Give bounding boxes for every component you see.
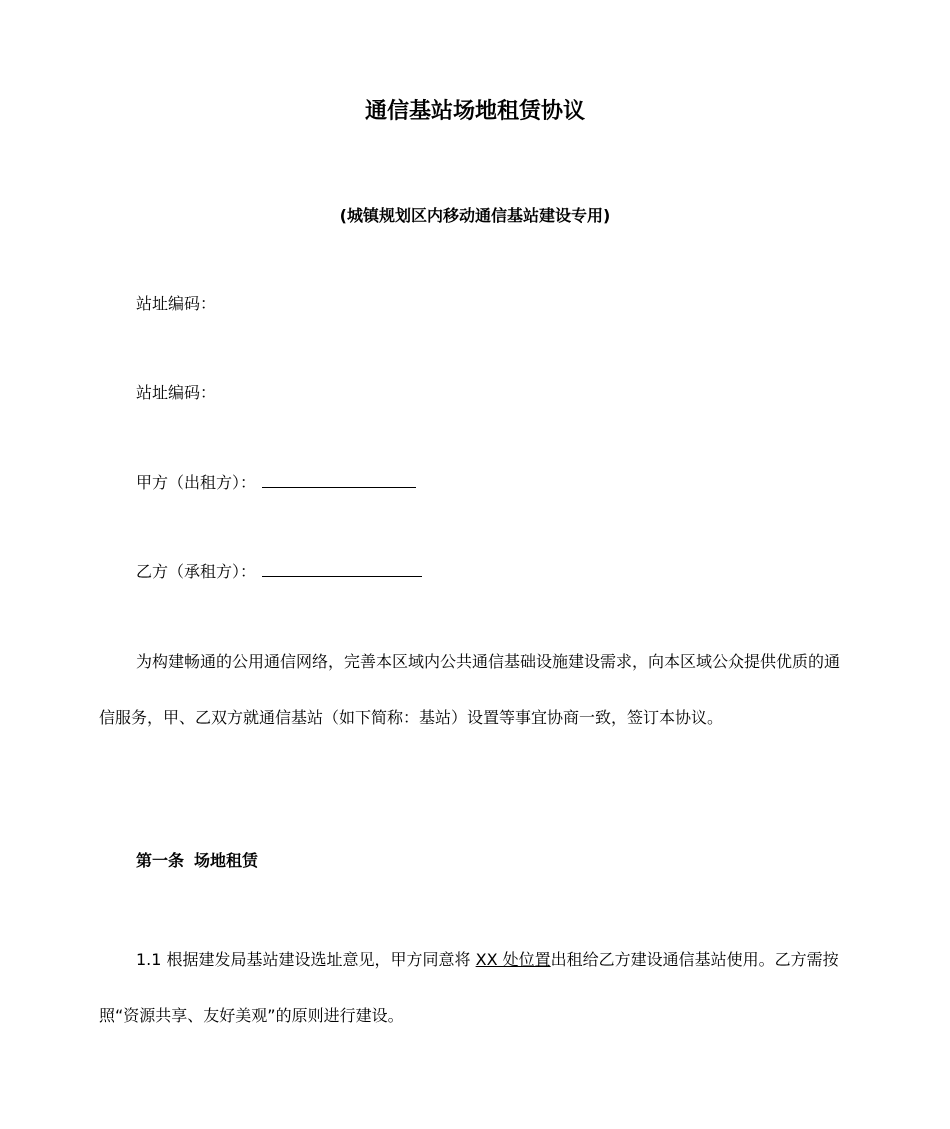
document-title: 通信基站场地租赁协议 [364, 99, 585, 124]
party-a-label: 甲方（出租方）： [136, 473, 257, 492]
section-1-title: 场地租赁 [194, 851, 259, 870]
site-code-label-2: 站址编码： [136, 383, 217, 402]
party-a-field [136, 469, 416, 496]
document-subtitle: (城镇规划区内移动通信基站建设专用) [339, 206, 611, 225]
party-b-blank-line [262, 558, 422, 577]
clause-1-1-location-underlined: XX 处位置 [475, 950, 551, 969]
clause-1-1-text-after: 出租给乙方建设通信基站使用。乙方需按照“资源共享、友好美观”的原则进行建设。 [99, 950, 839, 1025]
party-a-blank-line [262, 469, 416, 488]
site-code-label-1: 站址编码： [136, 294, 217, 313]
site-code-field-1 [136, 291, 216, 317]
site-code-field-2 [136, 380, 216, 406]
section-1-number: 第一条 [136, 851, 185, 870]
intro-paragraph: 为构建畅通的公用通信网络，完善本区域内公共通信基础设施建设需求，向本区域公众提供优质的通信服务，甲、乙双方就通信基站（如下简称：基站）设置等事宜协商一致，签订本协议。 [99, 652, 841, 727]
party-b-field [136, 558, 422, 585]
clause-1-1-paragraph [99, 932, 855, 1044]
section-1-heading [136, 847, 258, 875]
party-b-label: 乙方（承租方）： [136, 562, 257, 581]
clause-1-1-text-before: 1.1 根据建发局基站建设选址意见，甲方同意将 [136, 950, 476, 969]
